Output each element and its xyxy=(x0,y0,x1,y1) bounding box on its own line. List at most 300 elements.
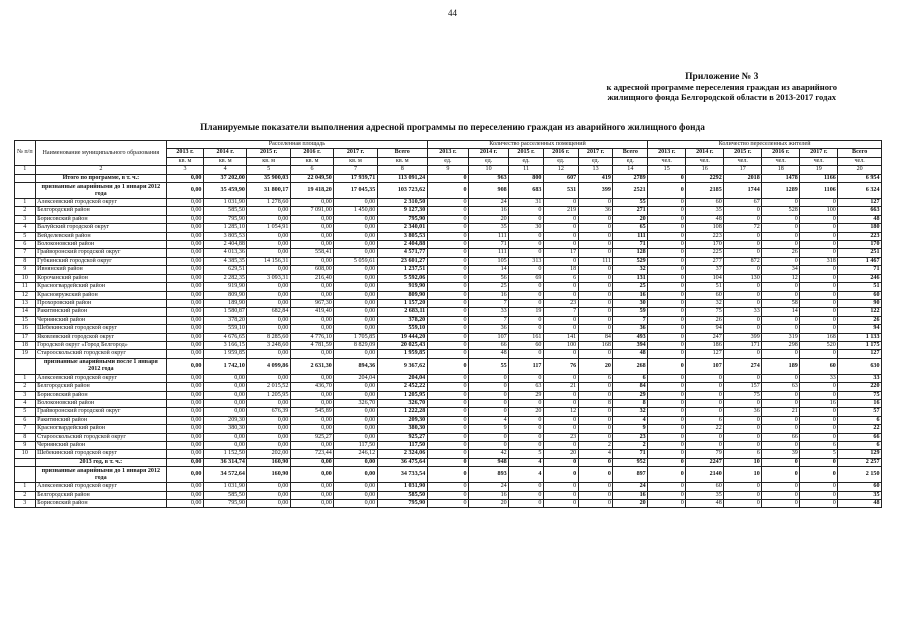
municipality-name: Чернянский район xyxy=(35,316,166,324)
municipality-name: Шебекинский городской округ xyxy=(35,325,166,333)
value-cell: 0 xyxy=(800,241,838,249)
value-cell: 1 959,85 xyxy=(377,350,427,358)
value-cell: 141 xyxy=(543,333,578,341)
municipality-name: Алексеевский городской округ xyxy=(35,374,166,382)
municipality-name: Алексеевский городской округ xyxy=(35,483,166,491)
value-cell: 24 xyxy=(469,483,509,491)
value-cell: 111 xyxy=(469,249,509,257)
value-cell: 1 278,60 xyxy=(247,199,290,207)
header-year: Всего xyxy=(838,149,882,157)
value-cell: 35 xyxy=(686,491,724,499)
value-cell: 0 xyxy=(800,350,838,358)
value-cell: 378,20 xyxy=(203,316,246,324)
value-cell: 55 xyxy=(613,199,648,207)
value-cell: 0,00 xyxy=(247,316,290,324)
row-number: 15 xyxy=(15,316,36,324)
value-cell: 0 xyxy=(543,350,578,358)
value-cell: 3 166,15 xyxy=(203,341,246,349)
column-index: 1 xyxy=(15,166,36,174)
header-year: 2013 г. xyxy=(648,149,686,157)
value-cell: 19 xyxy=(509,308,544,316)
column-index: 14 xyxy=(613,166,648,174)
value-cell: 251 xyxy=(838,249,882,257)
value-cell: 7 xyxy=(469,299,509,307)
value-cell: 0 xyxy=(427,491,468,499)
table-row xyxy=(15,266,882,274)
table-row xyxy=(15,257,882,265)
value-cell: 326,70 xyxy=(377,399,427,407)
value-cell: 0 xyxy=(427,224,468,232)
value-cell: 16 xyxy=(469,491,509,499)
value-cell: 129 xyxy=(838,450,882,458)
value-cell: 14 xyxy=(762,308,800,316)
value-cell: 0 xyxy=(543,458,578,466)
value-cell: 6 xyxy=(838,416,882,424)
value-cell: 0 xyxy=(724,241,762,249)
value-cell: 0 xyxy=(578,458,613,466)
value-cell: 0,00 xyxy=(334,483,377,491)
value-cell: 31 800,17 xyxy=(247,183,290,199)
value-cell: 4 676,65 xyxy=(203,333,246,341)
value-cell: 0 xyxy=(762,241,800,249)
value-cell: 6 xyxy=(686,416,724,424)
value-cell: 0 xyxy=(427,399,468,407)
value-cell: 14 xyxy=(469,266,509,274)
value-cell: 37 202,00 xyxy=(203,174,246,182)
value-cell: 0,00 xyxy=(334,416,377,424)
value-cell: 277 xyxy=(686,257,724,265)
value-cell: 0 xyxy=(762,350,800,358)
value-cell: 0 xyxy=(800,325,838,333)
municipality-name: Краснояружский район xyxy=(35,291,166,299)
header-year: 2014 г. xyxy=(686,149,724,157)
value-cell: 0,00 xyxy=(167,399,204,407)
value-cell: 0,00 xyxy=(247,500,290,508)
value-cell: 0 xyxy=(509,483,544,491)
value-cell: 419 xyxy=(578,174,613,182)
value-cell: 0 xyxy=(509,215,544,223)
row-number: 2 xyxy=(15,491,36,499)
header-unit: кв. м xyxy=(247,157,290,165)
value-cell: 48 xyxy=(838,215,882,223)
header-unit: ед. xyxy=(427,157,468,165)
value-cell: 63 xyxy=(762,383,800,391)
value-cell: 0 xyxy=(427,467,468,483)
value-cell: 0 xyxy=(578,416,613,424)
value-cell: 313 xyxy=(509,257,544,265)
value-cell: 60 xyxy=(686,483,724,491)
value-cell: 0 xyxy=(724,425,762,433)
value-cell: 0 xyxy=(543,425,578,433)
value-cell: 66 xyxy=(762,433,800,441)
value-cell: 0,00 xyxy=(167,467,204,483)
value-cell: 0 xyxy=(648,241,686,249)
value-cell: 0 xyxy=(543,442,578,450)
value-cell: 0,00 xyxy=(334,316,377,324)
value-cell: 0 xyxy=(543,291,578,299)
municipality-name: Старооскольский городской округ xyxy=(35,350,166,358)
value-cell: 0 xyxy=(427,274,468,282)
value-cell: 0,00 xyxy=(247,283,290,291)
value-cell: 35 xyxy=(686,207,724,215)
value-cell: 0,00 xyxy=(167,283,204,291)
value-cell: 0 xyxy=(543,283,578,291)
value-cell: 0,00 xyxy=(247,249,290,257)
value-cell: 0,00 xyxy=(334,350,377,358)
value-cell: 0 xyxy=(800,299,838,307)
value-cell: 0 xyxy=(762,416,800,424)
value-cell: 683 xyxy=(509,183,544,199)
table-row xyxy=(15,408,882,416)
value-cell: 0 xyxy=(800,274,838,282)
value-cell: 0 xyxy=(543,399,578,407)
value-cell: 0,00 xyxy=(334,241,377,249)
value-cell: 0 xyxy=(427,341,468,349)
value-cell: 0 xyxy=(724,500,762,508)
value-cell: 75 xyxy=(686,308,724,316)
value-cell: 2 404,88 xyxy=(203,241,246,249)
value-cell: 268 xyxy=(613,358,648,374)
value-cell: 0 xyxy=(648,341,686,349)
value-cell: 952 xyxy=(613,458,648,466)
value-cell: 0,00 xyxy=(167,266,204,274)
table-row xyxy=(15,450,882,458)
value-cell: 0 xyxy=(648,232,686,240)
value-cell: 0 xyxy=(648,350,686,358)
value-cell: 0 xyxy=(469,433,509,441)
municipality-name: Борисовский район xyxy=(35,500,166,508)
value-cell: 36 xyxy=(469,325,509,333)
row-number: 2 xyxy=(15,207,36,215)
value-cell: 4 571,77 xyxy=(377,249,427,257)
value-cell: 6 xyxy=(543,274,578,282)
value-cell: 63 xyxy=(509,383,544,391)
value-cell: 16 xyxy=(800,399,838,407)
value-cell: 0 xyxy=(578,241,613,249)
value-cell: 0 xyxy=(427,249,468,257)
column-index: 15 xyxy=(648,166,686,174)
value-cell: 0 xyxy=(724,266,762,274)
value-cell: 0 xyxy=(762,442,800,450)
value-cell: 0 xyxy=(648,274,686,282)
value-cell: 0 xyxy=(648,183,686,199)
column-index: 18 xyxy=(762,166,800,174)
value-cell: 111 xyxy=(469,232,509,240)
value-cell: 0,00 xyxy=(167,391,204,399)
value-cell: 103 723,62 xyxy=(377,183,427,199)
value-cell: 189 xyxy=(762,358,800,374)
row-number: 5 xyxy=(15,408,36,416)
value-cell: 0 xyxy=(578,391,613,399)
value-cell: 0 xyxy=(724,316,762,324)
value-cell: 0 xyxy=(648,358,686,374)
value-cell: 23 xyxy=(543,433,578,441)
value-cell: 26 xyxy=(762,249,800,257)
value-cell: 7 xyxy=(613,316,648,324)
value-cell: 48 xyxy=(838,500,882,508)
value-cell: 0,00 xyxy=(290,391,333,399)
value-cell: 127 xyxy=(686,350,724,358)
value-cell: 0,00 xyxy=(247,416,290,424)
value-cell: 17 xyxy=(543,249,578,257)
row-number: 3 xyxy=(15,500,36,508)
table-row xyxy=(15,350,882,358)
municipality-name: признанные аварийными до 1 январи 2012 года xyxy=(35,183,166,199)
value-cell: 0,00 xyxy=(167,274,204,282)
value-cell: 160,90 xyxy=(247,467,290,483)
value-cell: 0,00 xyxy=(290,374,333,382)
value-cell: 84 xyxy=(613,383,648,391)
value-cell: 0,00 xyxy=(334,274,377,282)
value-cell: 0 xyxy=(469,408,509,416)
value-cell: 1 152,50 xyxy=(203,450,246,458)
value-cell: 1 222,28 xyxy=(377,408,427,416)
value-cell: 21 xyxy=(762,408,800,416)
total-row xyxy=(15,458,882,466)
value-cell: 72 xyxy=(724,224,762,232)
column-index: 17 xyxy=(724,166,762,174)
value-cell: 170 xyxy=(686,241,724,249)
value-cell: 0,00 xyxy=(247,215,290,223)
column-index: 11 xyxy=(509,166,544,174)
value-cell: 2521 xyxy=(613,183,648,199)
column-index: 5 xyxy=(247,166,290,174)
header-year: 2013 г. xyxy=(427,149,468,157)
column-index: 19 xyxy=(800,166,838,174)
municipality-name: Шебекинский городской округ xyxy=(35,450,166,458)
value-cell: 19 418,20 xyxy=(290,183,333,199)
value-cell: 0 xyxy=(578,350,613,358)
value-cell: 127 xyxy=(838,350,882,358)
value-cell: 0,00 xyxy=(247,232,290,240)
value-cell: 0 xyxy=(648,491,686,499)
value-cell: 122 xyxy=(838,308,882,316)
value-cell: 0 xyxy=(578,483,613,491)
value-cell: 1478 xyxy=(762,174,800,182)
header-year: 2014 г. xyxy=(469,149,509,157)
value-cell: 0 xyxy=(578,491,613,499)
value-cell: 380,30 xyxy=(377,425,427,433)
header-unit: чел. xyxy=(838,157,882,165)
value-cell: 0 xyxy=(578,299,613,307)
value-cell: 0 xyxy=(543,241,578,249)
value-cell: 0 xyxy=(800,458,838,466)
value-cell: 0 xyxy=(469,374,509,382)
value-cell: 378,20 xyxy=(377,316,427,324)
value-cell: 0 xyxy=(762,391,800,399)
appendix-header xyxy=(607,72,837,102)
value-cell: 0 xyxy=(427,458,468,466)
value-cell: 22 xyxy=(838,425,882,433)
row-number: 6 xyxy=(15,416,36,424)
value-cell: 48 xyxy=(613,350,648,358)
header-unit: кв. м xyxy=(203,157,246,165)
value-cell: 1 157,20 xyxy=(377,299,427,307)
table-row xyxy=(15,341,882,349)
value-cell: 12 xyxy=(762,274,800,282)
column-index: 13 xyxy=(578,166,613,174)
column-index: 8 xyxy=(377,166,427,174)
value-cell: 0,00 xyxy=(167,383,204,391)
value-cell: 1 742,10 xyxy=(203,358,246,374)
value-cell: 0 xyxy=(648,207,686,215)
value-cell: 0 xyxy=(800,224,838,232)
value-cell: 16 xyxy=(838,399,882,407)
value-cell: 204,04 xyxy=(334,374,377,382)
value-cell: 0 xyxy=(427,325,468,333)
municipality-name: признанные аварийными до 1 января 2012 года xyxy=(35,467,166,483)
value-cell: 0 xyxy=(578,408,613,416)
value-cell: 0 xyxy=(762,316,800,324)
value-cell: 0,00 xyxy=(334,291,377,299)
value-cell: 0,00 xyxy=(290,224,333,232)
value-cell: 0 xyxy=(762,199,800,207)
value-cell: 19 444,20 xyxy=(377,333,427,341)
section-row xyxy=(15,183,882,199)
column-index: 7 xyxy=(334,166,377,174)
column-index: 10 xyxy=(469,166,509,174)
value-cell: 18 xyxy=(543,266,578,274)
total-row xyxy=(15,174,882,182)
value-cell: 0 xyxy=(800,491,838,499)
value-cell: 220 xyxy=(838,383,882,391)
value-cell: 0 xyxy=(762,291,800,299)
value-cell: 51 xyxy=(686,283,724,291)
value-cell: 71 xyxy=(613,450,648,458)
value-cell: 0 xyxy=(543,232,578,240)
value-cell: 2247 xyxy=(686,458,724,466)
value-cell: 520 xyxy=(800,341,838,349)
value-cell: 0 xyxy=(686,408,724,416)
value-cell: 0,00 xyxy=(247,491,290,499)
value-cell: 0 xyxy=(427,433,468,441)
header-col-name: Наименование муниципального образования xyxy=(35,141,166,166)
value-cell: 529 xyxy=(613,257,648,265)
value-cell: 1 205,95 xyxy=(247,391,290,399)
value-cell: 90 xyxy=(838,299,882,307)
value-cell: 0,00 xyxy=(167,374,204,382)
column-index: 16 xyxy=(686,166,724,174)
value-cell: 4 776,10 xyxy=(290,333,333,341)
value-cell: 2 452,22 xyxy=(377,383,427,391)
value-cell: 0,00 xyxy=(167,350,204,358)
value-cell: 0 xyxy=(800,199,838,207)
value-cell: 0 xyxy=(762,467,800,483)
value-cell: 795,90 xyxy=(377,500,427,508)
value-cell: 0 xyxy=(543,483,578,491)
value-cell: 0 xyxy=(762,232,800,240)
value-cell: 0,00 xyxy=(167,232,204,240)
value-cell: 608,00 xyxy=(290,266,333,274)
value-cell: 0,00 xyxy=(167,308,204,316)
value-cell: 0,00 xyxy=(247,483,290,491)
value-cell: 0 xyxy=(543,257,578,265)
value-cell: 0 xyxy=(427,215,468,223)
value-cell: 14 156,31 xyxy=(247,257,290,265)
value-cell: 3 805,53 xyxy=(203,232,246,240)
value-cell: 0 xyxy=(648,333,686,341)
value-cell: 0,00 xyxy=(334,325,377,333)
municipality-name: Алексеевский городской округ xyxy=(35,199,166,207)
header-unit: кв. м xyxy=(290,157,333,165)
value-cell: 925,27 xyxy=(290,433,333,441)
value-cell: 607 xyxy=(543,174,578,182)
header-col-no: № п/п xyxy=(15,141,36,166)
value-cell: 76 xyxy=(543,358,578,374)
value-cell: 0 xyxy=(800,308,838,316)
value-cell: 2 404,88 xyxy=(377,241,427,249)
value-cell: 963 xyxy=(469,174,509,182)
column-index: 9 xyxy=(427,166,468,174)
value-cell: 809,90 xyxy=(203,291,246,299)
value-cell: 60 xyxy=(509,341,544,349)
value-cell: 0 xyxy=(509,325,544,333)
value-cell: 0,00 xyxy=(247,207,290,215)
value-cell: 0 xyxy=(543,374,578,382)
value-cell: 75 xyxy=(838,391,882,399)
value-cell: 0 xyxy=(724,350,762,358)
value-cell: 0,00 xyxy=(203,391,246,399)
appendix-line-3: жилищного фонда Белгородской области в 2013-2017 годах xyxy=(607,92,837,102)
header-year: 2017 г. xyxy=(578,149,613,157)
value-cell: 246 xyxy=(838,274,882,282)
value-cell: 795,90 xyxy=(377,215,427,223)
value-cell: 0 xyxy=(509,374,544,382)
value-cell: 0 xyxy=(724,207,762,215)
row-number: 9 xyxy=(15,266,36,274)
row-number xyxy=(15,458,36,466)
value-cell: 0 xyxy=(509,425,544,433)
value-cell: 4 xyxy=(509,467,544,483)
value-cell: 394 xyxy=(613,341,648,349)
value-cell: 0 xyxy=(724,491,762,499)
table-row xyxy=(15,316,882,324)
table-row xyxy=(15,425,882,433)
row-number: 19 xyxy=(15,350,36,358)
value-cell: 60 xyxy=(838,483,882,491)
header-year: 2016 г. xyxy=(762,149,800,157)
value-cell: 0 xyxy=(724,325,762,333)
value-cell: 0 xyxy=(686,433,724,441)
row-number: 4 xyxy=(15,224,36,232)
value-cell: 2 xyxy=(613,442,648,450)
value-cell: 0 xyxy=(800,232,838,240)
header-year: 2015 г. xyxy=(247,149,290,157)
value-cell: 0 xyxy=(509,491,544,499)
header-year: Всего xyxy=(613,149,648,157)
value-cell: 20 xyxy=(469,500,509,508)
value-cell: 107 xyxy=(686,358,724,374)
value-cell: 0 xyxy=(427,374,468,382)
value-cell: 4 xyxy=(469,416,509,424)
value-cell: 32 xyxy=(686,299,724,307)
value-cell: 0 xyxy=(648,450,686,458)
header-unit: чел. xyxy=(686,157,724,165)
value-cell: 0 xyxy=(648,483,686,491)
header-unit: ед. xyxy=(613,157,648,165)
value-cell: 897 xyxy=(613,467,648,483)
municipality-name: Ракитянский район xyxy=(35,308,166,316)
municipality-name: Городской округ «Город Белгород» xyxy=(35,341,166,349)
row-number xyxy=(15,358,36,374)
value-cell: 399 xyxy=(724,333,762,341)
value-cell: 21 xyxy=(543,383,578,391)
value-cell: 0 xyxy=(578,291,613,299)
value-cell: 128 xyxy=(613,249,648,257)
value-cell: 23 xyxy=(543,299,578,307)
value-cell: 108 xyxy=(686,224,724,232)
value-cell: 7 xyxy=(469,316,509,324)
